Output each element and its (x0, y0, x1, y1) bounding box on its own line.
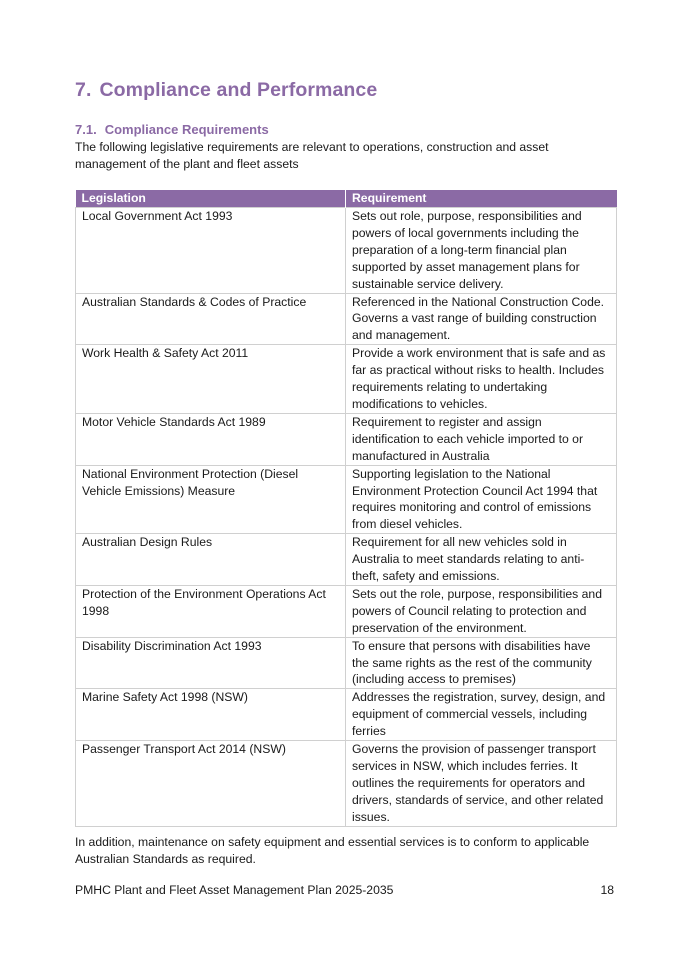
section-heading (75, 79, 377, 102)
legislation-cell: Australian Design Rules (76, 534, 346, 586)
section-title: Compliance and Performance (99, 79, 378, 101)
table-row (76, 585, 617, 637)
legislation-cell: Motor Vehicle Standards Act 1989 (76, 413, 346, 465)
footer-document-title: PMHC Plant and Fleet Asset Management Plan 2025-2035 (75, 883, 394, 897)
table-row (76, 293, 617, 345)
table-body (76, 208, 617, 827)
table-row (76, 637, 617, 689)
subsection-heading (75, 122, 269, 137)
legislation-table (75, 190, 617, 827)
table-row (76, 413, 617, 465)
requirement-cell: Supporting legislation to the National Environment Protection Council Act 1994 that requires monitoring and control of emissions from diesel vehicles. (346, 465, 617, 534)
requirement-cell: Referenced in the National Construction Code. Governs a vast range of building construction and management. (346, 293, 617, 345)
section-number: 7. (75, 79, 92, 101)
legislation-cell: National Environment Protection (Diesel Vehicle Emissions) Measure (76, 465, 346, 534)
requirement-cell: Sets out role, purpose, responsibilities and powers of local governments including the preparation of a long-term financial plan supported by asset management plans for sustainable service delivery. (346, 208, 617, 294)
legislation-cell: Local Government Act 1993 (76, 208, 346, 294)
column-header-requirement: Requirement (346, 190, 617, 208)
legislation-cell: Marine Safety Act 1998 (NSW) (76, 689, 346, 741)
legislation-cell: Passenger Transport Act 2014 (NSW) (76, 741, 346, 827)
table-row (76, 534, 617, 586)
column-header-legislation: Legislation (76, 190, 346, 208)
subsection-number: 7.1. (75, 122, 97, 137)
table-row (76, 465, 617, 534)
footer-page-number: 18 (600, 883, 614, 897)
legislation-cell: Work Health & Safety Act 2011 (76, 345, 346, 414)
table-row (76, 689, 617, 741)
requirement-cell: Provide a work environment that is safe and as far as practical without risks to health. Includes requirements relating to undertaking modifications to vehicles. (346, 345, 617, 414)
requirement-cell: Sets out the role, purpose, responsibilities and powers of Council relating to protection and preservation of the environment. (346, 585, 617, 637)
table-row (76, 208, 617, 294)
requirement-cell: To ensure that persons with disabilities have the same rights as the rest of the community (including access to premises) (346, 637, 617, 689)
table-header-row (76, 190, 617, 208)
subsection-title: Compliance Requirements (104, 122, 269, 137)
table-row (76, 741, 617, 827)
requirement-cell: Requirement to register and assign identification to each vehicle imported to or manufactured in Australia (346, 413, 617, 465)
legislation-cell: Australian Standards & Codes of Practice (76, 293, 346, 345)
requirement-cell: Addresses the registration, survey, design, and equipment of commercial vessels, including ferries (346, 689, 617, 741)
requirement-cell: Requirement for all new vehicles sold in Australia to meet standards relating to anti-theft, safety and emissions. (346, 534, 617, 586)
legislation-cell: Disability Discrimination Act 1993 (76, 637, 346, 689)
legislation-cell: Protection of the Environment Operations Act 1998 (76, 585, 346, 637)
requirement-cell: Governs the provision of passenger transport services in NSW, which includes ferries. It outlines the requirements for operators and drivers, standards of service, and other related issues. (346, 741, 617, 827)
table-row (76, 345, 617, 414)
intro-paragraph: The following legislative requirements are relevant to operations, construction and asset management of the plant and fleet assets (75, 140, 549, 171)
outro-paragraph: In addition, maintenance on safety equipment and essential services is to conform to applicable Australian Standards as required. (75, 835, 590, 866)
